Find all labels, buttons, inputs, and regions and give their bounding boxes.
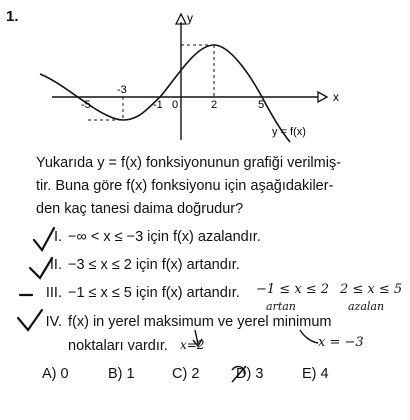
tick-minus1: -1 [153, 99, 163, 111]
question-number: 1. [6, 8, 19, 25]
note-iii-decreasing-word: azalan [348, 300, 385, 313]
arrow-to-min [300, 330, 318, 343]
statement-text: −∞ < x ≤ −3 için f(x) azalandır. [68, 229, 261, 245]
tick-minus5: -5 [81, 99, 91, 111]
tick-2: 2 [211, 99, 218, 111]
function-curve [40, 45, 290, 142]
statement-iv [36, 314, 331, 330]
statement-numeral: I. [53, 229, 62, 245]
stem-line-2: tir. Buna göre f(x) fonksiyonu için aşağıdakiler- [36, 178, 334, 194]
choice-a[interactable]: A) 0 [42, 366, 69, 382]
y-axis-label: y [187, 11, 193, 25]
statement-text: f(x) in yerel maksimum ve yerel minimum [68, 314, 332, 330]
note-iv-min-point: x = −3 [318, 335, 364, 350]
note-iii-decreasing-interval: 2 ≤ x ≤ 5 [340, 282, 403, 297]
choice-e[interactable]: E) 4 [302, 366, 329, 382]
choice-b[interactable]: B) 1 [108, 366, 135, 382]
note-iv-max-point: x=2 [180, 338, 205, 352]
statement-numeral: II. [49, 257, 62, 273]
choice-d[interactable]: D) 3 [236, 366, 264, 382]
question-stem [36, 152, 396, 221]
tick-minus3: -3 [117, 84, 127, 96]
statement-numeral: III. [45, 285, 62, 301]
statement-text: −1 ≤ x ≤ 5 için f(x) artandır. [68, 285, 240, 301]
function-graph [0, 0, 410, 150]
statement-text: −3 ≤ x ≤ 2 için f(x) artandır. [68, 257, 240, 273]
note-iii-increasing-interval: −1 ≤ x ≤ 2 [256, 282, 330, 297]
statement-ii [36, 257, 240, 273]
tick-5: 5 [258, 99, 265, 111]
statement-i [36, 229, 261, 245]
note-iii-increasing-word: artan [266, 300, 296, 313]
statement-numeral: IV. [45, 314, 62, 330]
choice-c[interactable]: C) 2 [172, 366, 200, 382]
tick-0: 0 [172, 99, 179, 111]
x-axis-label: x [333, 90, 339, 104]
stem-line-3: den kaç tanesi daima doğrudur? [36, 201, 244, 217]
curve-label: y = f(x) [272, 126, 306, 138]
statement-text: noktaları vardır. [68, 338, 168, 354]
x-axis-arrow [318, 92, 327, 102]
stem-line-1: Yukarıda y = f(x) fonksiyonunun grafiği verilmiş- [36, 155, 342, 171]
statement-iv-continued [36, 338, 168, 354]
statement-iii [36, 285, 240, 301]
